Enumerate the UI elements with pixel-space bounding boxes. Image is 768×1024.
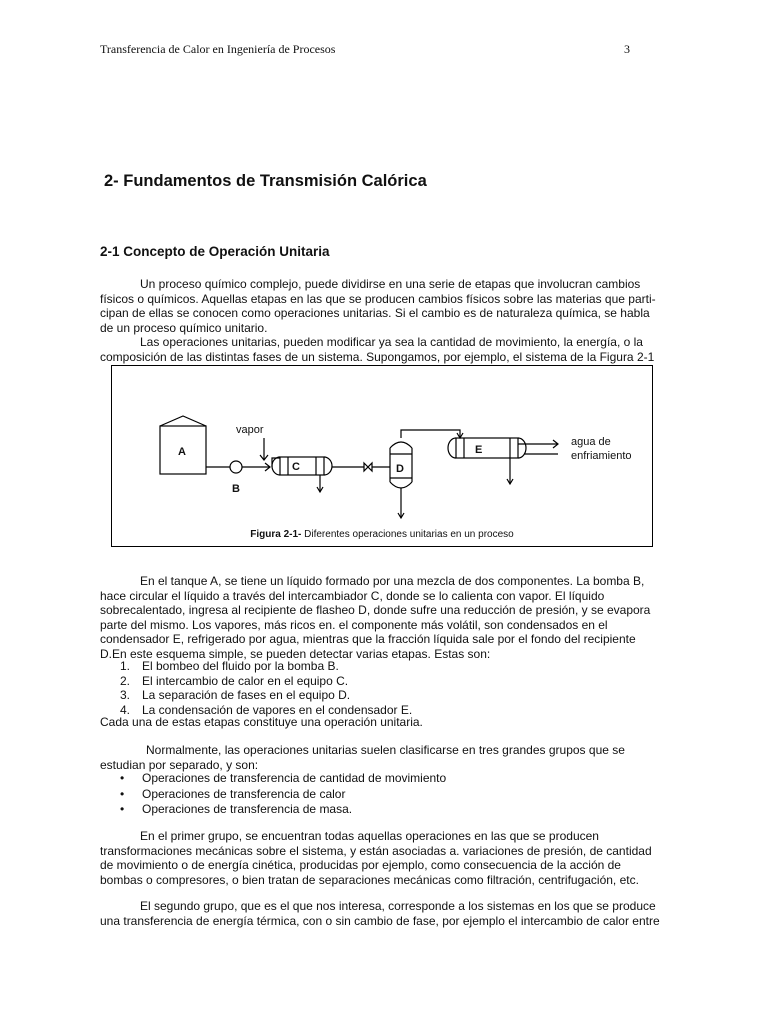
label-d: D [396,463,404,475]
page-number: 3 [624,42,630,56]
pump-b-shape [230,461,242,473]
label-c: C [292,461,300,473]
intro-paragraph-1: Un proceso químico complejo, puede dividirse en una serie de etapas que involucran cambios físicos o químicos. Aquellas etapas en las que se producen cambios físicos sobre las materias que parti-cipan de ellas se conocen como operaciones unitarias. Si el cambio es de naturaleza química, se habla de un proceso químico unitario. [100,277,656,335]
intro-paragraph-2: Las operaciones unitarias, pueden modificar ya sea la cantidad de movimiento, la energía, o la composición de las distintas fases de un sistema. Supongamos, por ejemplo, el sistema de la Figura 2-1 [100,335,655,364]
groups-list [100,771,660,818]
first-group-paragraph: En el primer grupo, se encuentran todas aquellas operaciones en las que se producen transformaciones mecánicas sobre el sistema, y están asociadas a. variaciones de presión, de cantidad de movimiento o de energía cinética, producidas por ejemplo, como consecuencia de la acción de bombas o compresores, o bien tratan de separaciones mecánicas como filtración, centrifugación, etc. [100,829,652,887]
label-b: B [232,483,240,495]
list-item: 1. El bombeo del fluido por la bomba B. [120,659,339,673]
second-group-paragraph: El segundo grupo, que es el que nos interesa, corresponde a los sistemas en los que se produce una transferencia de energía térmica, con o sin cambio de fase, por ejemplo el intercambio de calor entre [100,899,660,928]
process-figure [111,365,653,547]
classification-paragraph: Normalmente, las operaciones unitarias suelen clasificarse en tres grandes grupos que se estudian por separado, y son: [100,743,625,772]
process-diagram [112,366,652,546]
header-title: Transferencia de Calor en Ingeniería de Procesos [100,42,336,56]
label-vapor: vapor [236,424,264,436]
steps-conclusion: Cada una de estas etapas constituye una operación unitaria. [100,715,423,729]
list-item: 2. El intercambio de calor en el equipo C. [120,673,349,688]
section-title: 2-1 Concepto de Operación Unitaria [100,244,330,259]
condenser-e-shape [448,438,526,458]
description-paragraph: En el tanque A, se tiene un líquido formado por una mezcla de dos componentes. La bomba B, hace circular el líquido a través del intercambiador C, donde se lo calienta con vapor. El líquido sobrecalentado, ingresa al recipiente de flasheo D, donde sufre una reducción de presión, y se evapora parte del mismo. Los vapores, más ricos en. el componente más volátil, son condensados en el condensador E, refrigerado por agua, mientras que la fracción líquida sale por el fondo del recipiente D.En este esquema simple, se pueden detectar varias etapas. Estas son: [100,574,651,661]
list-item: • Operaciones de transferencia de masa. [120,802,353,816]
label-e: E [475,444,483,456]
label-cooling-1: agua de [571,436,611,448]
list-item: 4. La condensación de vapores en el condensador E. [120,702,413,717]
list-item: • Operaciones de transferencia de cantidad de movimiento [120,771,447,785]
exchanger-c-shape [272,457,332,475]
steps-list [100,659,660,717]
chapter-title: 2- Fundamentos de Transmisión Calórica [104,172,427,190]
tank-a-shape [160,416,206,474]
caption-text: Diferentes operaciones unitarias en un proceso [301,529,514,540]
figure-caption [112,529,652,540]
list-item: 3. La separación de fases en el equipo D. [120,688,351,702]
caption-bold: Figura 2-1- [250,529,302,540]
running-header [100,42,630,57]
list-item: • Operaciones de transferencia de calor [120,786,346,801]
label-a: A [178,446,186,458]
label-cooling-2: enfriamiento [571,450,632,462]
